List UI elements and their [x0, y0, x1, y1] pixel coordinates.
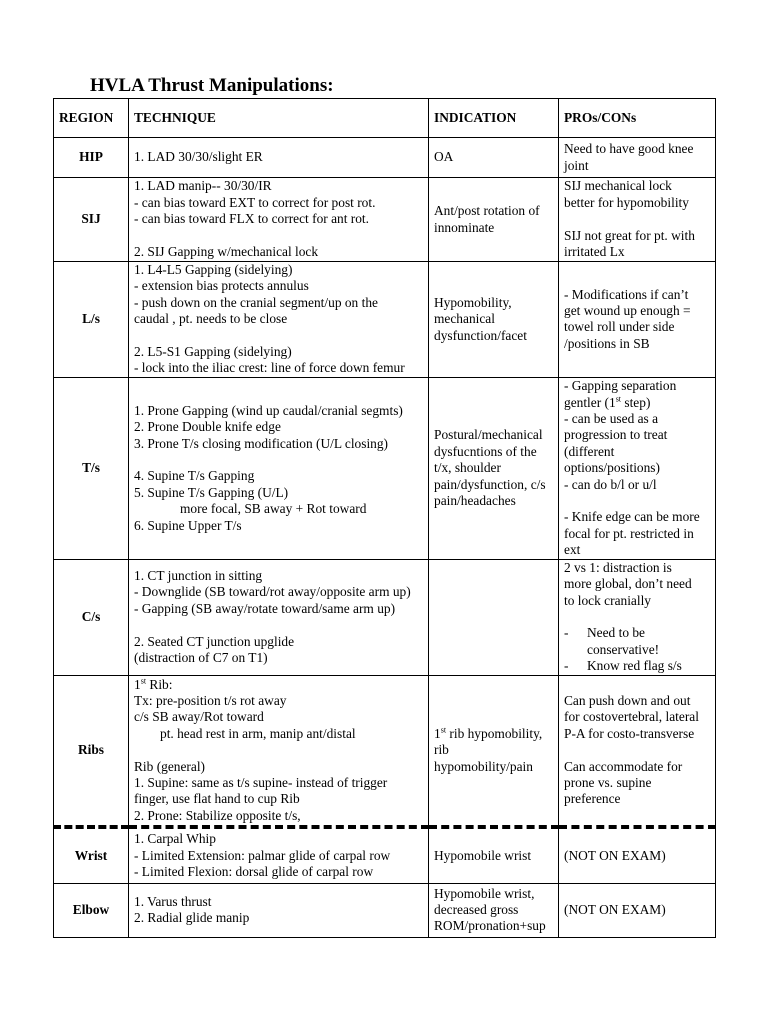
pros-line: - can be used as a: [564, 410, 659, 426]
pros-line: irritated Lx: [564, 244, 625, 260]
technique-line: 2. Radial glide manip: [134, 910, 250, 926]
indication-cs: [429, 559, 559, 675]
indication-line: pain/dysfunction, c/s: [434, 476, 546, 492]
page-title: HVLA Thrust Manipulations:: [90, 75, 334, 96]
technique-line: - can bias toward FLX to correct for ant rot.: [134, 211, 369, 227]
spacer: [564, 742, 710, 758]
region-sij: SIJ: [54, 178, 129, 262]
technique-line: 1. L4-L5 Gapping (sidelying): [134, 262, 293, 277]
table-row-ts: [54, 377, 716, 559]
pros-ribs: [559, 675, 716, 827]
indication-wrist: [429, 827, 559, 883]
pros-line: - can do b/l or u/l: [564, 476, 657, 492]
spacer: [134, 228, 423, 244]
pros-line: focal for pt. restricted in: [564, 525, 694, 541]
technique-line: 1. Varus thrust: [134, 893, 212, 909]
technique-line: - Gapping (SB away/rotate toward/same arm up): [134, 600, 396, 616]
table-row-wrist: [54, 827, 716, 883]
superscript: st: [440, 725, 447, 735]
bullet-item: [564, 625, 710, 658]
pros-line: (NOT ON EXAM): [564, 901, 666, 917]
indication-line: ROM/pronation+sup: [434, 918, 546, 934]
pros-ls: [559, 262, 716, 378]
superscript: st: [615, 394, 622, 404]
header-region: REGION: [54, 99, 129, 138]
technique-line: 6. Supine Upper T/s: [134, 517, 242, 533]
indication-text: rib hypomobility,: [446, 725, 543, 741]
technique-line: - extension bias protects annulus: [134, 278, 309, 294]
technique-ls: [129, 262, 429, 378]
indication-sij: [429, 178, 559, 262]
pros-wrist: [559, 827, 716, 883]
pros-line: Can push down and out: [564, 692, 691, 708]
technique-cs: [129, 559, 429, 675]
table-row-sij: [54, 178, 716, 262]
technique-line: Rib (general): [134, 758, 206, 774]
technique-line: (distraction of C7 on T1): [134, 650, 268, 666]
indication-line: Hypomobility,: [434, 294, 512, 310]
technique-text: 1: [134, 676, 141, 692]
pros-line: to lock cranially: [564, 592, 652, 608]
technique-sij: [129, 178, 429, 262]
pros-line: joint: [564, 157, 589, 173]
indication-line: dysfucntions of the: [434, 443, 537, 459]
pros-line: Can accommodate for: [564, 758, 683, 774]
pros-line: /positions in SB: [564, 335, 650, 351]
technique-wrist: [129, 827, 429, 883]
indication-line: Hypomobile wrist,: [434, 885, 535, 901]
indication-line: Hypomobile wrist: [434, 847, 532, 863]
pros-line: prone vs. supine: [564, 775, 652, 790]
technique-line: pt. head rest in arm, manip ant/distal: [160, 725, 356, 741]
header-technique: TECHNIQUE: [129, 99, 429, 138]
pros-line: progression to treat: [564, 427, 668, 443]
technique-line: finger, use flat hand to cup Rib: [134, 791, 300, 807]
pros-text: step): [621, 394, 651, 410]
technique-line: Tx: pre-position t/s rot away: [134, 692, 287, 708]
pros-line: get wound up enough =: [564, 303, 691, 318]
spacer: [564, 493, 710, 509]
technique-line: 3. Prone T/s closing modification (U/L closing): [134, 435, 389, 451]
pros-line: more global, don’t need: [564, 576, 692, 592]
technique-line: - Downglide (SB toward/rot away/opposite arm up): [134, 584, 411, 600]
header-row: [54, 99, 716, 138]
indication-line: [434, 726, 553, 742]
technique-line: - Limited Extension: palmar glide of carpal row: [134, 847, 391, 863]
spacer: [134, 328, 423, 344]
technique-text: Rib:: [146, 676, 173, 692]
technique-line: - lock into the iliac crest: line of force down femur: [134, 360, 405, 376]
technique-line: 5. Supine T/s Gapping (U/L): [134, 484, 289, 500]
technique-line: 2. SIJ Gapping w/mechanical lock: [134, 244, 319, 260]
bullet-dash: -: [564, 658, 569, 674]
pros-line: 2 vs 1: distraction is: [564, 559, 672, 575]
indication-line: pain/headaches: [434, 492, 516, 508]
technique-line: 2. Prone: Stabilize opposite t/s,: [134, 807, 301, 823]
technique-line: 2. Prone Double knife edge: [134, 419, 281, 435]
header-pros-cons: PROs/CONs: [559, 99, 716, 138]
technique-line: 1. LAD manip-- 30/30/IR: [134, 178, 272, 194]
table-row-hip: [54, 138, 716, 178]
technique-line: c/s SB away/Rot toward: [134, 709, 264, 725]
table-row-ls: [54, 262, 716, 378]
technique-line: more focal, SB away + Rot toward: [180, 501, 367, 517]
indication-line: Ant/post rotation of: [434, 203, 540, 219]
pros-ts: [559, 377, 716, 559]
pros-line: ext: [564, 542, 581, 558]
technique-line: 2. Seated CT junction upglide: [134, 633, 295, 649]
indication-ribs: [429, 675, 559, 827]
indication-elbow: [429, 883, 559, 937]
pros-line: - Gapping separation: [564, 378, 677, 394]
technique-line: - can bias toward EXT to correct for post rot.: [134, 194, 376, 210]
superscript: st: [140, 676, 147, 686]
technique-line: caudal , pt. needs to be close: [134, 311, 288, 327]
pros-text: gentler (1: [564, 394, 616, 410]
indication-line: dysfunction/facet: [434, 327, 527, 343]
technique-hip: [129, 138, 429, 178]
region-ts: T/s: [54, 377, 129, 559]
pros-line: - Knife edge can be more: [564, 509, 700, 525]
pros-line: preference: [564, 791, 621, 807]
bullet-text: Know red flag s/s: [587, 658, 682, 674]
indication-text: 1: [434, 725, 441, 741]
region-ribs: Ribs: [54, 675, 129, 827]
spacer: [564, 609, 710, 625]
table-row-elbow: [54, 883, 716, 937]
pros-line: SIJ not great for pt. with: [564, 227, 695, 243]
spacer: [134, 452, 423, 468]
spacer: [134, 617, 423, 633]
technique-line: [134, 677, 423, 693]
pros-line: options/positions): [564, 460, 660, 476]
pros-cs: [559, 559, 716, 675]
bullet-item: [564, 658, 710, 674]
technique-line: 2. L5-S1 Gapping (sidelying): [134, 344, 292, 360]
technique-line: 4. Supine T/s Gapping: [134, 468, 255, 484]
technique-line: - push down on the cranial segment/up on the: [134, 294, 378, 310]
technique-line: 1. Supine: same as t/s supine- instead of trigger: [134, 775, 388, 790]
technique-line: 1. CT junction in sitting: [134, 568, 263, 584]
indication-line: hypomobility/pain: [434, 758, 533, 774]
bullet-dash: -: [564, 625, 569, 641]
indication-ls: [429, 262, 559, 378]
indication-hip: [429, 138, 559, 178]
header-indication: INDICATION: [429, 99, 559, 138]
indication-line: innominate: [434, 219, 495, 235]
technique-ribs: [129, 675, 429, 827]
spacer: [564, 211, 710, 227]
pros-line: - Modifications if can’t: [564, 286, 689, 302]
indication-line: t/x, shoulder: [434, 460, 501, 476]
indication-line: rib: [434, 742, 449, 758]
technique-line: - Limited Flexion: dorsal glide of carpal row: [134, 864, 374, 880]
pros-line: SIJ mechanical lock: [564, 178, 672, 194]
pros-line: better for hypomobility: [564, 194, 689, 210]
technique-line: 1. LAD 30/30/slight ER: [134, 149, 263, 165]
table-row-cs: [54, 559, 716, 675]
region-wrist: Wrist: [54, 827, 129, 883]
technique-ts: [129, 377, 429, 559]
pros-line: P-A for costo-transverse: [564, 725, 695, 741]
indication-line: mechanical: [434, 311, 495, 327]
pros-elbow: [559, 883, 716, 937]
table-row-ribs: [54, 675, 716, 827]
region-hip: HIP: [54, 138, 129, 178]
hvla-table: [53, 98, 716, 938]
technique-elbow: [129, 883, 429, 937]
pros-line: [564, 395, 710, 411]
region-ls: L/s: [54, 262, 129, 378]
technique-line: 1. Carpal Whip: [134, 831, 216, 847]
technique-line: 1. Prone Gapping (wind up caudal/cranial segmts): [134, 402, 403, 418]
indication-line: Postural/mechanical: [434, 427, 543, 443]
pros-line: (NOT ON EXAM): [564, 847, 666, 863]
spacer: [134, 742, 423, 758]
region-cs: C/s: [54, 559, 129, 675]
pros-line: (different: [564, 443, 615, 459]
pros-line: towel roll under side: [564, 319, 675, 335]
pros-sij: [559, 178, 716, 262]
pros-line: for costovertebral, lateral: [564, 709, 699, 725]
pros-line: Need to have good knee: [564, 141, 694, 157]
indication-line: OA: [434, 149, 454, 165]
pros-hip: [559, 138, 716, 178]
indication-ts: [429, 377, 559, 559]
indication-line: decreased gross: [434, 901, 519, 917]
region-elbow: Elbow: [54, 883, 129, 937]
bullet-text: Need to be conservative!: [587, 625, 660, 657]
